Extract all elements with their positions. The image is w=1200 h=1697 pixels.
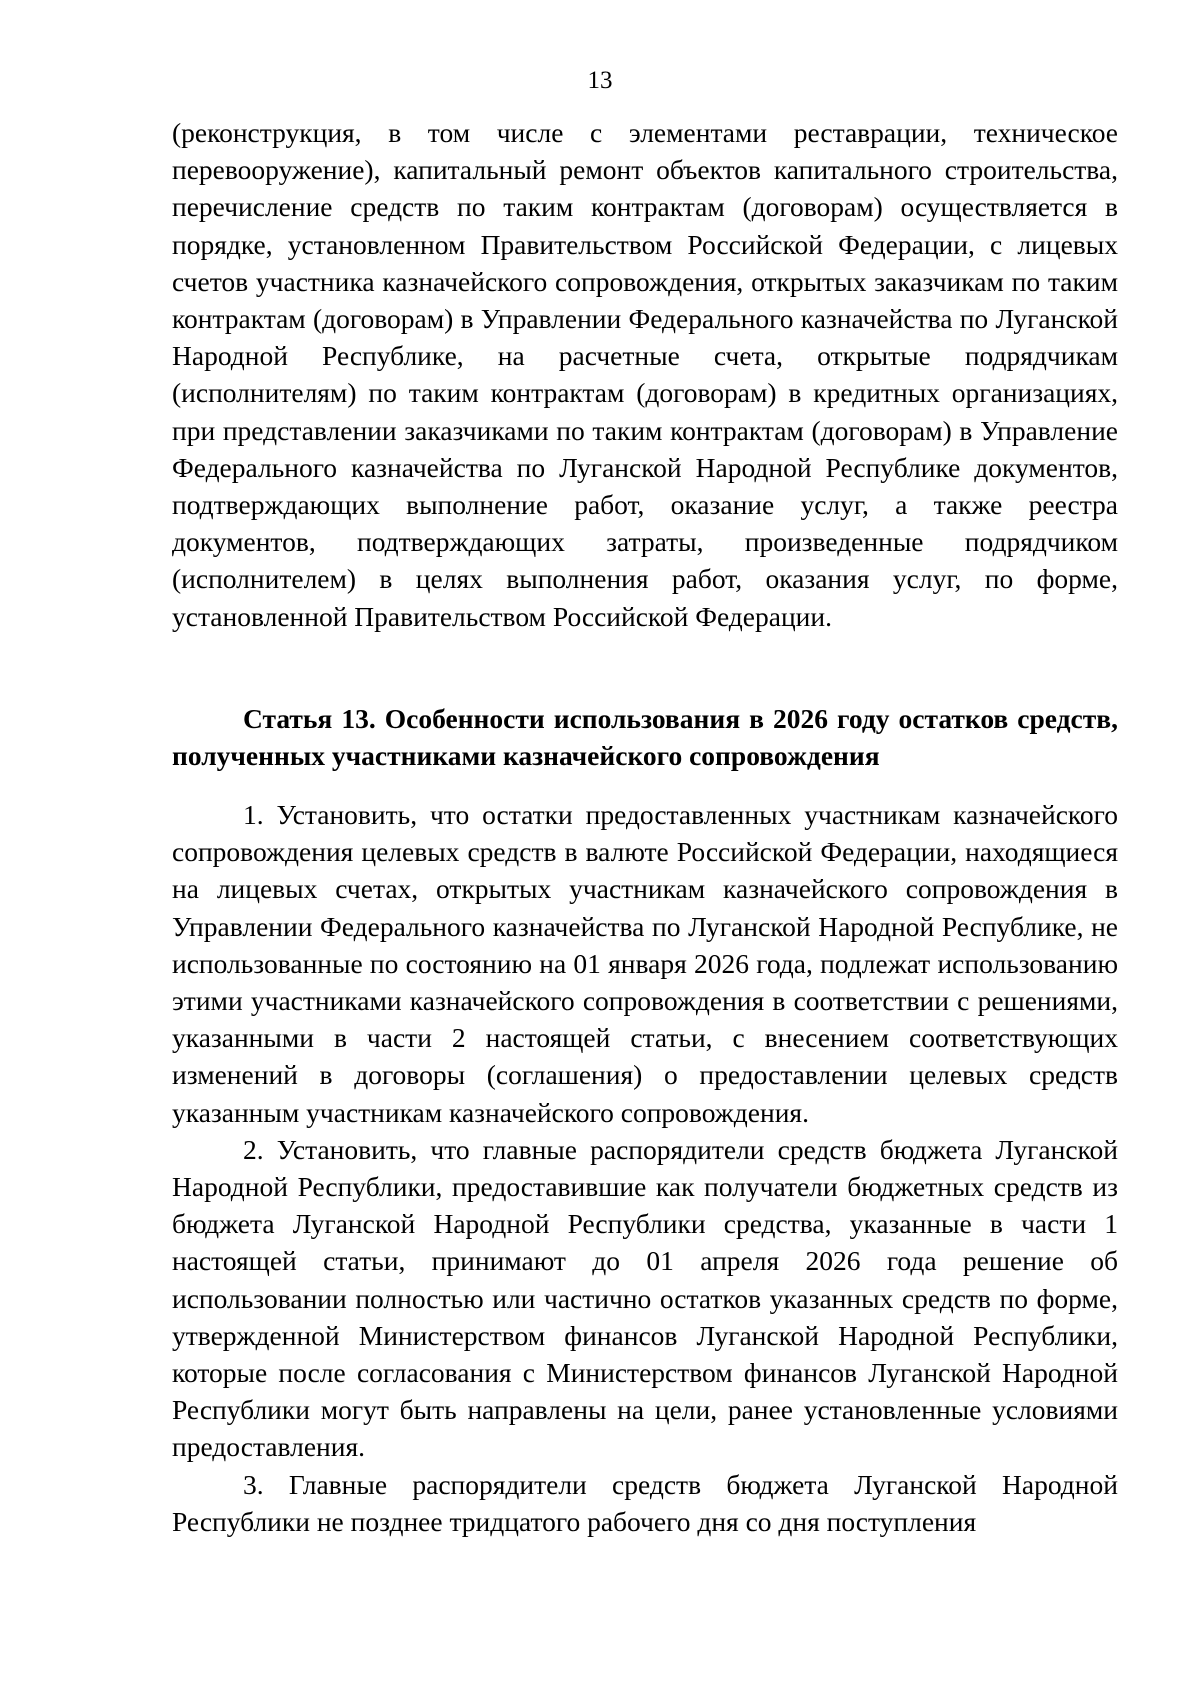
article-paragraph-3: 3. Главные распорядители средств бюджета Луганской Народной Республики не позднее тридцатого рабочего дня со дня поступления: [172, 1468, 1118, 1537]
article-paragraph-1: 1. Установить, что остатки предоставленных участникам казначейского сопровождения целевых средств в валюте Российской Федерации, находящиеся на лицевых счетах, открытых участникам казначейского сопровождения в Управлении Федерального казначейства по Луганской Народной Республике, не использованные по состоянию на 01 января 2026 года, подлежат использованию этими участниками казначейского сопровождения в соответствии с решениями, указанными в части 2 настоящей статьи, с внесением соответствующих изменений в договоры (соглашения) о предоставлении целевых средств указанным участникам казначейского сопровождения.: [172, 799, 1118, 1128]
article-heading: Статья 13. Особенности использования в 2026 году остатков средств, полученных участниками казначейского сопровождения: [172, 703, 1118, 772]
continuation-text: [172, 114, 1118, 635]
article-paragraph-2: 2. Установить, что главные распорядители средств бюджета Луганской Народной Республики, предоставившие как получатели бюджетных средств из бюджета Луганской Народной Республики средства, указанные в части 1 настоящей статьи, принимают до 01 апреля 2026 года решение об использовании полностью или частично остатков указанных средств по форме, утвержденной Министерством финансов Луганской Народной Республики, которые после согласования с Министерством финансов Луганской Народной Республики могут быть направлены на цели, ранее установленные условиями предоставления.: [172, 1133, 1118, 1463]
article-body: [172, 796, 1118, 1540]
page-number: 13: [587, 67, 613, 94]
paragraph: (реконструкция, в том числе с элементами реставрации, техническое перевооружение), капитальный ремонт объектов капитального строительства, перечисление средств по таким контрактам (договорам) осуществляется в порядке, установленном Правительством Российской Федерации, с лицевых счетов участника казначейского сопровождения, открытых заказчикам по таким контрактам (договорам) в Управлении Федерального казначейства по Луганской Народной Республике, на расчетные счета, открытые подрядчикам (исполнителям) по таким контрактам (договорам) в кредитных организациях, при представлении заказчиками по таким контрактам (договорам) в Управление Федерального казначейства по Луганской Народной Республике документов, подтверждающих выполнение работ, оказание услуг, а также реестра документов, подтверждающих затраты, произведенные подрядчиком (исполнителем) в целях выполнения работ, оказания услуг, по форме, установленной Правительством Российской Федерации.: [172, 117, 1118, 632]
